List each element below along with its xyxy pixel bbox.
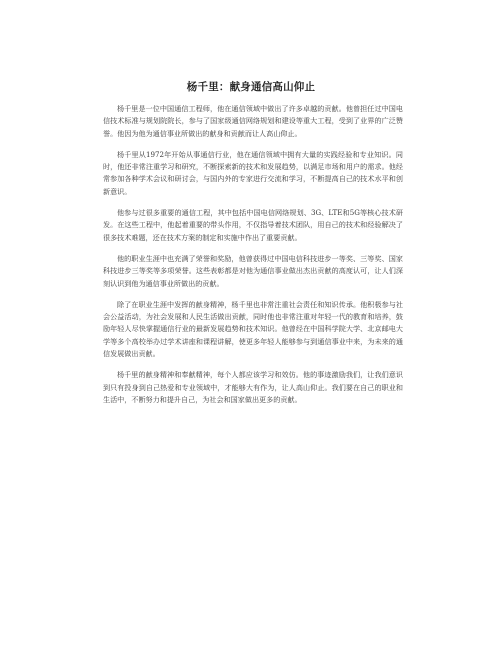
paragraph-1: 杨千里是一位中国通信工程师，他在通信领域中做出了许多卓越的贡献。他曾担任过中国电信技术标准与规划院院长，参与了国家级通信网络规划和建设等重大工程，受到了业界的广泛赞誉。他因为他为通信事业所做出的献身和贡献而让人高山仰止。 — [103, 104, 403, 138]
paragraph-4: 他的职业生涯中也充满了荣誉和奖励，他曾获得过中国电信科技进步一等奖、三等奖、国家科技进步三等奖等多项荣誉。这些表彰都是对他为通信事业做出杰出贡献的高度认可，让人们深刻认识到他为通信事业所做出的贡献。 — [103, 253, 403, 288]
document-body — [103, 103, 403, 415]
document-title: 杨千里：献身通信高山仰止 — [186, 81, 316, 93]
paragraph-6: 杨千里的献身精神和奉献精神，每个人都应该学习和效仿。他的事迹激励我们，让我们意识到只有投身到自己热爱和专业领域中，才能够大有作为，让人高山仰止。我们要在自己的职业和生活中，不断努力和提升自己，为社会和国家做出更多的贡献。 — [103, 370, 403, 404]
paragraph-2: 杨千里从1972年开始从事通信行业，他在通信领域中拥有大量的实践经验和专业知识。同时，他还非常注重学习和研究，不断探索新的技术和发展趋势，以满足市场和用户的需求。他经常参加各种学术会议和研讨会，与国内外的专家进行交流和学习，不断提高自己的技术水平和创新意识。 — [103, 149, 403, 196]
paragraph-3: 他参与过很多重要的通信工程，其中包括中国电信网络规划、3G、LTE和5G等核心技术研发。在这些工程中，他起着重要的带头作用，不仅指导着技术团队，用自己的技术和经验解决了很多技术难题，还在技术方案的制定和实施中作出了重要贡献。 — [103, 208, 403, 242]
paragraph-5: 除了在职业生涯中发挥的献身精神，杨千里也非常注重社会责任和知识传承。他积极参与社会公益活动，为社会发展和人民生活做出贡献，同时他也非常注重对年轻一代的教育和培养，鼓励年轻人尽快掌握通信行业的最新发展趋势和技术知识。他曾经在中国科学院大学、北京邮电大学等多个高校举办过学术讲座和课程讲解，使更多年轻人能够参与到通信事业中来，为未来的通信发展做出贡献。 — [103, 299, 403, 359]
